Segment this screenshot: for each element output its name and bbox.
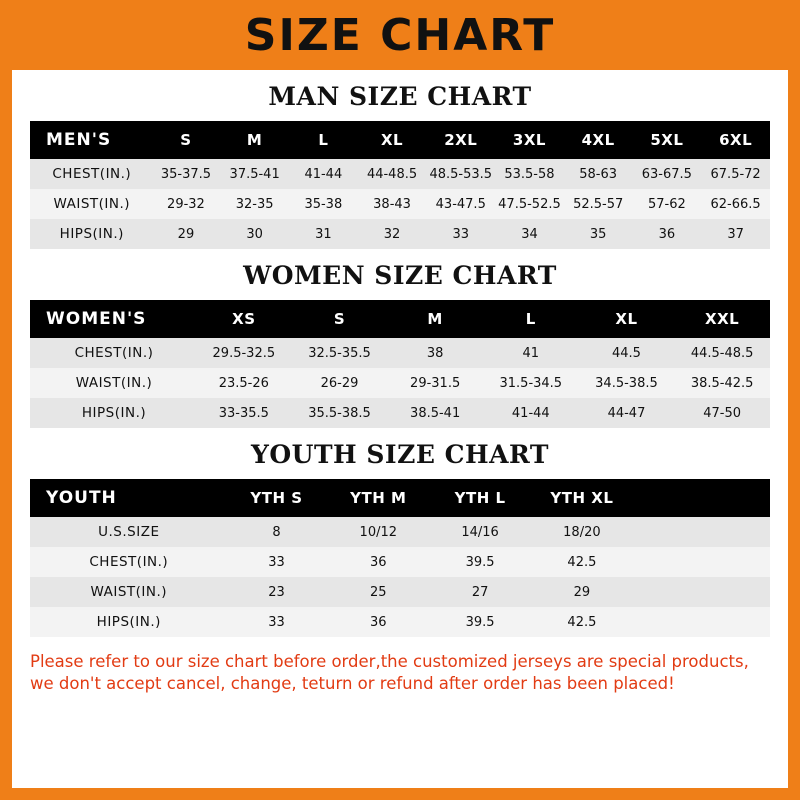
table-cell: 53.5-58 xyxy=(495,159,564,189)
table-cell: 44.5-48.5 xyxy=(674,338,770,368)
table-cell: 47.5-52.5 xyxy=(495,189,564,219)
women-header-cell: XL xyxy=(615,310,638,328)
table-row xyxy=(30,398,770,428)
men-header-row xyxy=(30,121,770,159)
table-cell: 44.5 xyxy=(579,338,675,368)
men-header-cell: 4XL xyxy=(581,131,615,149)
table-cell: 36 xyxy=(327,547,429,577)
table-cell: 33 xyxy=(226,607,328,637)
women-header-cell: XS xyxy=(232,310,256,328)
women-header-cell: WOMEN'S xyxy=(46,309,147,329)
table-cell: 42.5 xyxy=(531,607,633,637)
men-header-cell: L xyxy=(318,131,329,149)
youth-header-cell: YTH M xyxy=(350,489,407,507)
table-cell: 34.5-38.5 xyxy=(579,368,675,398)
youth-size-table xyxy=(30,479,770,637)
table-cell: 29-31.5 xyxy=(387,368,483,398)
table-cell: 38-43 xyxy=(358,189,427,219)
table-cell: 44-48.5 xyxy=(358,159,427,189)
table-cell: 52.5-57 xyxy=(564,189,633,219)
table-cell: 63-67.5 xyxy=(633,159,702,189)
row-label: CHEST(IN.) xyxy=(30,159,152,189)
row-label: HIPS(IN.) xyxy=(30,219,152,249)
footer-note-line-1: Please refer to our size chart before order,the customized jerseys are special products, xyxy=(30,652,749,671)
youth-section xyxy=(12,440,788,637)
table-cell: 41-44 xyxy=(289,159,358,189)
men-header-cell: M xyxy=(246,131,263,149)
row-label: HIPS(IN.) xyxy=(30,398,196,428)
table-cell: 25 xyxy=(327,577,429,607)
men-header-cell: XL xyxy=(380,131,404,149)
table-cell: 57-62 xyxy=(633,189,702,219)
men-header-cell: 5XL xyxy=(650,131,684,149)
table-cell: 41-44 xyxy=(483,398,579,428)
table-cell-empty xyxy=(633,607,770,637)
table-cell: 35.5-38.5 xyxy=(292,398,388,428)
men-header-cell: 2XL xyxy=(444,131,478,149)
men-section-title: MAN SIZE CHART xyxy=(268,82,532,111)
table-cell: 33 xyxy=(426,219,495,249)
table-cell: 48.5-53.5 xyxy=(426,159,495,189)
youth-section-title: YOUTH SIZE CHART xyxy=(251,440,549,469)
bottom-band xyxy=(0,788,800,800)
table-cell: 38.5-41 xyxy=(387,398,483,428)
women-size-table xyxy=(30,300,770,428)
table-cell: 18/20 xyxy=(531,517,633,547)
table-cell: 32.5-35.5 xyxy=(292,338,388,368)
row-label: WAIST(IN.) xyxy=(30,577,226,607)
table-cell: 8 xyxy=(226,517,328,547)
table-row xyxy=(30,368,770,398)
youth-header-cell: YTH XL xyxy=(550,489,614,507)
men-header-cell: S xyxy=(180,131,192,149)
women-header-row xyxy=(30,300,770,338)
table-row xyxy=(30,189,770,219)
table-cell: 31.5-34.5 xyxy=(483,368,579,398)
youth-header-row xyxy=(30,479,770,517)
table-cell: 33 xyxy=(226,547,328,577)
table-cell: 39.5 xyxy=(429,607,531,637)
table-cell: 30 xyxy=(220,219,289,249)
table-cell: 39.5 xyxy=(429,547,531,577)
table-cell: 44-47 xyxy=(579,398,675,428)
table-row xyxy=(30,517,770,547)
table-cell: 38 xyxy=(387,338,483,368)
table-cell: 62-66.5 xyxy=(701,189,770,219)
youth-header-cell: YTH S xyxy=(250,489,303,507)
youth-header-spacer xyxy=(633,479,770,517)
table-cell: 32 xyxy=(358,219,427,249)
table-cell: 35 xyxy=(564,219,633,249)
table-cell: 23.5-26 xyxy=(196,368,292,398)
table-cell-empty xyxy=(633,547,770,577)
table-cell: 32-35 xyxy=(220,189,289,219)
table-cell: 35-37.5 xyxy=(152,159,221,189)
table-cell: 41 xyxy=(483,338,579,368)
table-cell: 38.5-42.5 xyxy=(674,368,770,398)
footer-note-line-2: we don't accept cancel, change, teturn or refund after order has been placed! xyxy=(30,674,675,694)
table-cell: 36 xyxy=(633,219,702,249)
women-header-cell: M xyxy=(427,310,443,328)
table-cell-empty xyxy=(633,517,770,547)
table-cell: 23 xyxy=(226,577,328,607)
row-label: CHEST(IN.) xyxy=(30,338,196,368)
table-cell: 35-38 xyxy=(289,189,358,219)
table-cell: 29.5-32.5 xyxy=(196,338,292,368)
women-section-title: WOMEN SIZE CHART xyxy=(243,261,557,290)
table-cell: 37 xyxy=(701,219,770,249)
women-section xyxy=(12,261,788,428)
footer-note xyxy=(30,651,770,696)
women-header-cell: S xyxy=(333,310,346,328)
table-row xyxy=(30,219,770,249)
table-row xyxy=(30,547,770,577)
header-band xyxy=(0,0,800,70)
row-label: HIPS(IN.) xyxy=(30,607,226,637)
table-cell: 29 xyxy=(152,219,221,249)
table-cell: 27 xyxy=(429,577,531,607)
men-header-cell: MEN'S xyxy=(46,130,112,150)
table-row xyxy=(30,338,770,368)
table-cell: 58-63 xyxy=(564,159,633,189)
men-size-table xyxy=(30,121,770,249)
men-header-cell: 6XL xyxy=(719,131,753,149)
row-label: U.S.SIZE xyxy=(30,517,226,547)
youth-header-cell: YTH L xyxy=(454,489,506,507)
table-cell: 67.5-72 xyxy=(701,159,770,189)
women-header-cell: XXL xyxy=(705,310,740,328)
table-cell: 33-35.5 xyxy=(196,398,292,428)
table-cell-empty xyxy=(633,577,770,607)
table-cell: 37.5-41 xyxy=(220,159,289,189)
table-cell: 31 xyxy=(289,219,358,249)
women-header-cell: L xyxy=(525,310,536,328)
row-label: WAIST(IN.) xyxy=(30,189,152,219)
table-row xyxy=(30,577,770,607)
row-label: WAIST(IN.) xyxy=(30,368,196,398)
table-cell: 14/16 xyxy=(429,517,531,547)
table-cell: 36 xyxy=(327,607,429,637)
table-cell: 47-50 xyxy=(674,398,770,428)
men-section xyxy=(12,82,788,249)
table-cell: 10/12 xyxy=(327,517,429,547)
table-cell: 29-32 xyxy=(152,189,221,219)
table-row xyxy=(30,607,770,637)
table-cell: 29 xyxy=(531,577,633,607)
page-title: SIZE CHART xyxy=(244,10,556,61)
table-row xyxy=(30,159,770,189)
table-cell: 26-29 xyxy=(292,368,388,398)
table-cell: 34 xyxy=(495,219,564,249)
row-label: CHEST(IN.) xyxy=(30,547,226,577)
table-cell: 42.5 xyxy=(531,547,633,577)
table-cell: 43-47.5 xyxy=(426,189,495,219)
men-header-cell: 3XL xyxy=(512,131,546,149)
youth-header-cell: YOUTH xyxy=(46,488,117,508)
